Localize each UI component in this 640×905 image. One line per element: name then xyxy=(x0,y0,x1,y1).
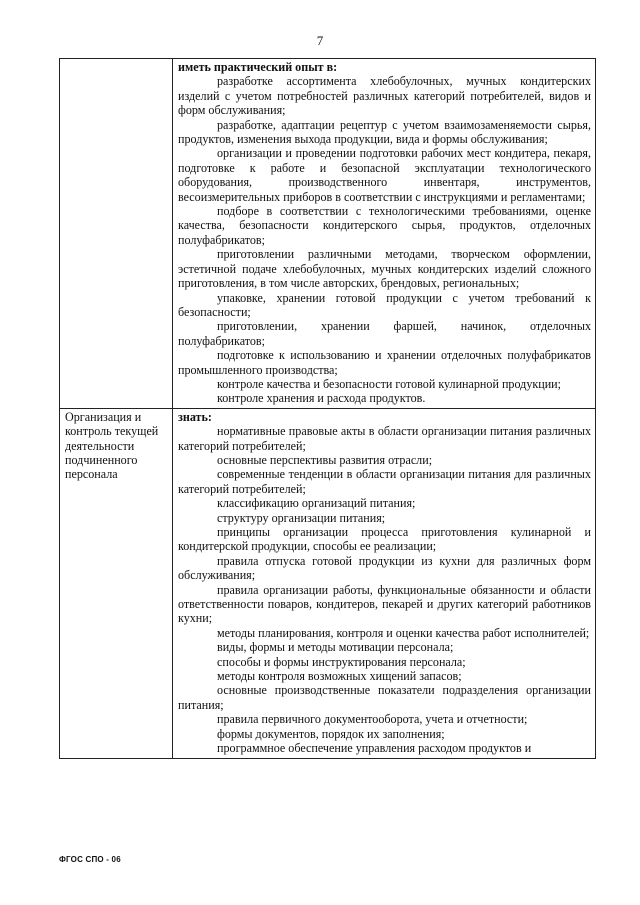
list-item: правила организации работы, функциональные обязанности и области ответственности поваров, кондитеров, пекарей и других категорий работников кухни; xyxy=(178,582,591,626)
table-row xyxy=(60,408,596,758)
footer-standard-code: ФГОС СПО - 06 xyxy=(59,855,121,864)
list-item: формы документов, порядок их заполнения; xyxy=(217,726,445,741)
list-item: методы планирования, контроля и оценки качества работ исполнителей; xyxy=(217,625,590,640)
competency-table xyxy=(59,58,596,759)
list-item: классификацию организаций питания; xyxy=(217,496,416,511)
row-1-left-cell xyxy=(60,59,173,409)
list-item: структуру организации питания; xyxy=(217,510,386,525)
list-item: программное обеспечение управления расходом продуктов и xyxy=(217,741,532,756)
list-item: основные перспективы развития отрасли; xyxy=(217,452,433,467)
list-item: правила отпуска готовой продукции из кухни для различных форм обслуживания; xyxy=(178,553,591,583)
row-1-right-cell xyxy=(173,59,596,409)
row-2-right-cell xyxy=(173,408,596,758)
list-item: приготовлении различными методами, творческом оформлении, эстетичной подаче хлебобулочных, мучных кондитерских изделий сложного приготовления, в том числе авторских, брендовых, региональных; xyxy=(178,247,591,291)
row-2-heading: знать: xyxy=(178,409,212,424)
list-item: нормативные правовые акты в области организации питания различных категорий потребителей; xyxy=(178,424,591,453)
row-1-heading: иметь практический опыт в: xyxy=(178,60,338,74)
list-item: разработке, адаптации рецептур с учетом взаимозаменяемости сырья, продуктов, изменения выхода продукции, вида и формы обслуживания; xyxy=(178,117,591,147)
list-item: разработке ассортимента хлебобулочных, мучных кондитерских изделий с учетом потребностей различных категорий потребителей, видов и форм обслуживания; xyxy=(178,74,591,118)
list-item: правила первичного документооборота, учета и отчетности; xyxy=(217,712,528,727)
list-item: методы контроля возможных хищений запасов; xyxy=(217,669,462,684)
list-item: организации и проведении подготовки рабочих мест кондитера, пекаря, подготовке к работе и безопасной эксплуатации технологического оборудования, производственного инвентаря, инструментов, весоизмерительных приборов в соответствии с инструкциями и регламентами; xyxy=(178,146,591,204)
list-item: подготовке к использованию и хранении отделочных полуфабрикатов промышленного производства; xyxy=(178,348,591,377)
list-item: принципы организации процесса приготовления кулинарной и кондитерской продукции, способы ее реализации; xyxy=(178,525,591,554)
list-item: контроле качества и безопасности готовой кулинарной продукции; xyxy=(217,376,562,391)
list-item: упаковке, хранении готовой продукции с учетом требований к безопасности; xyxy=(178,290,591,319)
table-row xyxy=(60,59,596,409)
list-item: подборе в соответствии с технологическими требованиями, оценке качества, безопасности кондитерского сырья, продуктов, отделочных полуфабрикатов; xyxy=(178,204,591,247)
list-item: контроле хранения и расхода продуктов. xyxy=(217,391,426,406)
list-item: способы и формы инструктирования персонала; xyxy=(217,654,466,669)
row-2-left-cell: Организация и контроль текущей деятельности подчиненного персонала xyxy=(60,408,173,758)
list-item: виды, формы и методы мотивации персонала; xyxy=(217,640,454,655)
page-number: 7 xyxy=(316,33,324,48)
list-item: приготовлении, хранении фаршей, начинок, отделочных полуфабрикатов; xyxy=(178,319,591,348)
list-item: основные производственные показатели подразделения организации питания; xyxy=(178,683,591,712)
list-item: современные тенденции в области организации питания для различных категорий потребителей; xyxy=(178,467,591,496)
